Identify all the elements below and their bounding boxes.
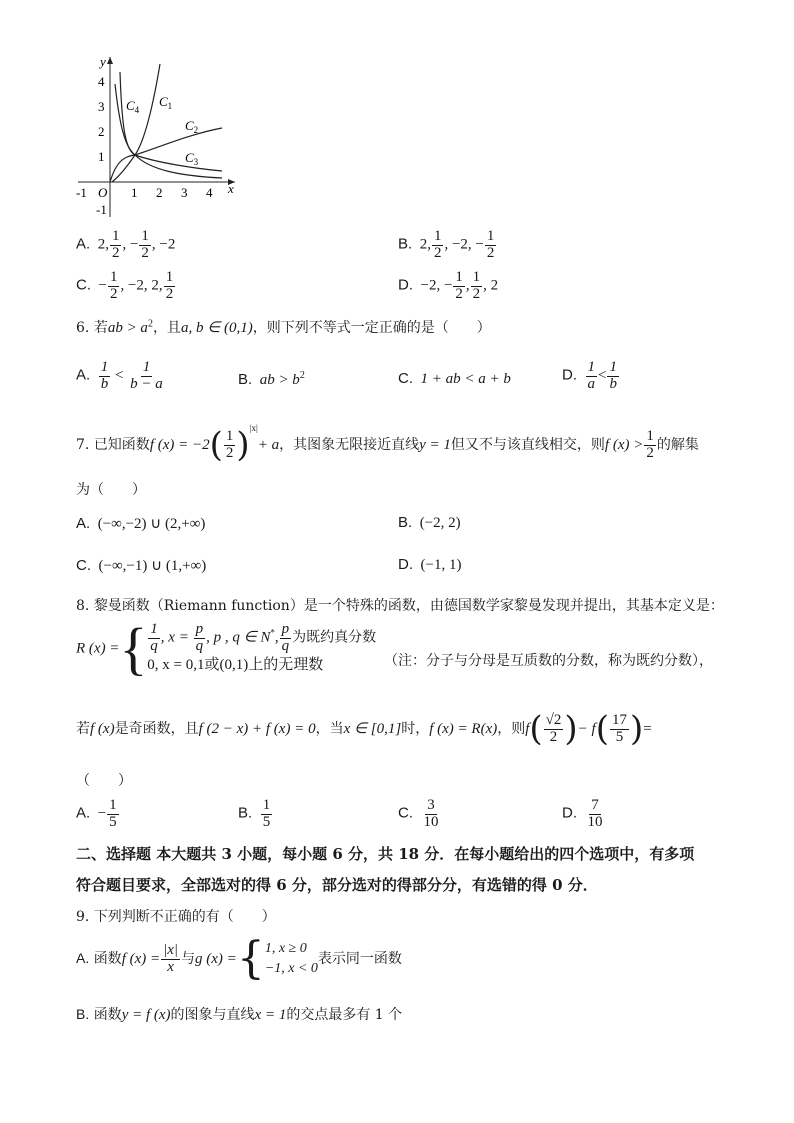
x-tick: 1 xyxy=(131,185,138,200)
q7-option-d: D. (−1, 1) xyxy=(398,556,462,573)
q8-option-a: A. − $\frac{1}{5}$ xyxy=(76,797,117,830)
y-tick: -1 xyxy=(96,202,107,217)
y-tick: 3 xyxy=(98,99,105,114)
q8-stem: 若f (x)是奇函数，且f (2 − x) + f (x) = 0，当x ∈ [0,1]时，f (x) = R(x)，则f( $\frac{√2}{2}$ )− f( $\frac{17}{5}$ )= xyxy=(76,709,652,749)
y-tick: 1 xyxy=(98,149,105,164)
q8-option-d: D. $\frac{7}{10}$ xyxy=(562,797,603,830)
curve-label-c1: $C_1$ xyxy=(159,94,173,111)
x-tick: 3 xyxy=(181,185,188,200)
q8-note: （注：分子与分母是互质数的分数，称为既约分数）， xyxy=(384,653,713,669)
x-tick: -1 xyxy=(76,185,87,200)
curve-label-c3: $C_3$ xyxy=(185,150,199,167)
q8-option-b: B. $\frac{1}{5}$ xyxy=(238,797,271,830)
curve-label-c4: $C_4$ xyxy=(126,98,140,115)
q8-option-c: C. $\frac{3}{10}$ xyxy=(398,797,439,830)
q8-intro: 8. 黎曼函数（Riemann function）是一个特殊的函数，由德国数学家黎曼发现并提出，其基本定义是： xyxy=(76,598,724,614)
y-axis-label: y xyxy=(100,54,106,69)
q7-stem: 7. 已知函数f (x) = −2( $\frac{1}{2}$ )$^{|x|}$+ a，其图象无限接近直线y = 1但又不与该直线相交，则f (x) > $\frac{1}{2}$ 的解集 xyxy=(76,423,699,465)
q7-option-c: C. (−∞,−1) ∪ (1,+∞) xyxy=(76,557,207,574)
curve-label-c2: $C_2$ xyxy=(185,118,199,135)
q5-option-a: A. 2, $\frac{1}{2}$ , − $\frac{1}{2}$ , −2 xyxy=(76,228,176,261)
q6-stem: 6. 若ab > $a^2$，且a, b ∈ (0,1)，则下列不等式一定正确的是（ ） xyxy=(76,318,491,336)
x-tick: 4 xyxy=(206,185,213,200)
case-2: 0, x = 0,1或(0,1)上的无理数 xyxy=(147,656,324,673)
q9-option-b: B. 函数y = f (x)的图象与直线x = 1的交点最多有 1 个 xyxy=(76,1006,403,1023)
q6-option-a: A. $\frac{1}{b}$ < $\frac{1}{b - a}$ xyxy=(76,359,163,392)
q6-option-b: B. ab > $b^2$ xyxy=(238,370,305,388)
riemann-definition: R (x) ={ $\frac{1}{q}$ , x = $\frac{p}{q}$ , p , q ∈ N*, $\frac{p}{q}$ 为既约真分数 0, x = 0,1或(0,1)上的无理数 xyxy=(76,616,377,681)
case-1: $\frac{1}{q}$ , x = $\frac{p}{q}$ , p , q ∈ N*, $\frac{p}{q}$ 为既约真分数 xyxy=(150,621,377,654)
q7-option-b: B. (−2, 2) xyxy=(398,514,461,531)
q5-option-d: D. −2, − $\frac{1}{2}$ , $\frac{1}{2}$ , 2 xyxy=(398,269,499,302)
q8-paren: （ ） xyxy=(76,773,132,789)
q7-option-a: A. (−∞,−2) ∪ (2,+∞) xyxy=(76,515,206,532)
q5-option-b: B. 2, $\frac{1}{2}$ , −2, − $\frac{1}{2}$ xyxy=(398,228,495,261)
y-tick: 4 xyxy=(98,74,105,89)
origin-label: O xyxy=(98,185,108,200)
section-2-heading-cont: 符合题目要求，全部选对的得 6 分，部分选对的得部分分，有选错的得 0 分． xyxy=(76,876,598,894)
section-2-heading: 二、选择题 本大题共 3 小题，每小题 6 分，共 18 分．在每小题给出的四个选项中，有多项 xyxy=(76,845,695,863)
x-axis-label: x xyxy=(228,181,234,196)
q6-option-d: D. $\frac{1}{a}$ < $\frac{1}{b}$ xyxy=(562,359,617,392)
x-tick: 2 xyxy=(156,185,163,200)
q6-option-c: C. 1 + ab < a + b xyxy=(398,370,511,387)
q9-stem: 9. 下列判断不正确的有（ ） xyxy=(76,909,276,925)
q9-option-a: A. 函数f (x) = $\frac{|x|}{x}$ 与g (x) ={ 1, x ≥ 0 −1, x < 0 表示同一函数 xyxy=(76,933,402,984)
y-tick: 2 xyxy=(98,124,105,139)
q5-option-c: C. − $\frac{1}{2}$ , −2, 2, $\frac{1}{2}$ xyxy=(76,269,174,302)
q7-stem-cont: 为（ ） xyxy=(76,482,146,498)
function-graph xyxy=(70,52,240,222)
